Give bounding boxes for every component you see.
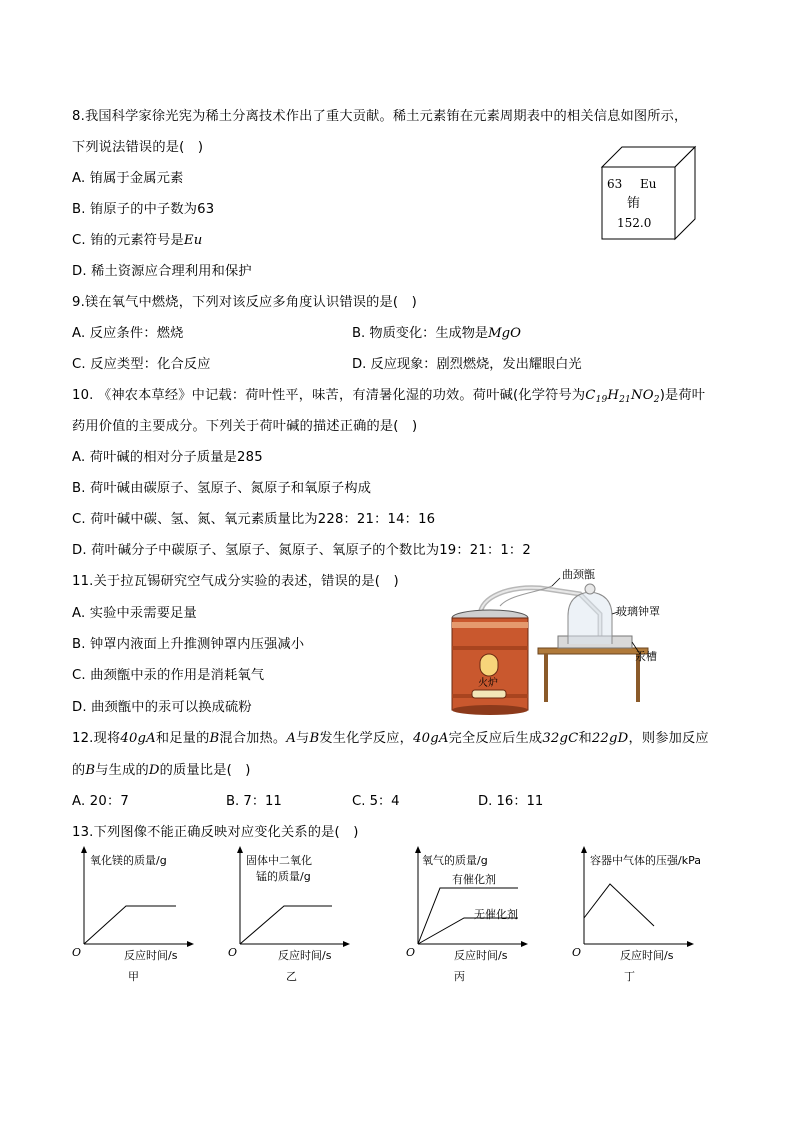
graph-ding bbox=[570, 846, 730, 988]
graph-bing-series-2: 无催化剂 bbox=[474, 908, 518, 921]
graph-yi-caption: 乙 bbox=[286, 970, 297, 983]
graph-ding-caption: 丁 bbox=[624, 970, 635, 983]
furnace-label: 火炉 bbox=[478, 678, 498, 689]
q8-stem-line1: 8.我国科学家徐光宪为稀土分离技术作出了重大贡献。稀土元素铕在元素周期表中的相关信息如图所示， bbox=[72, 109, 688, 124]
q12-option-a: A. 20：7 bbox=[72, 794, 129, 809]
graph-ding-ylabel: 容器中气体的压强/kPa bbox=[590, 854, 701, 867]
element-tile bbox=[598, 143, 700, 243]
graph-yi-origin: O bbox=[228, 946, 238, 959]
graph-jia-xlabel: 反应时间/s bbox=[124, 949, 178, 962]
q11-stem: 11.关于拉瓦锡研究空气成分实验的表述，错误的是( ) bbox=[72, 574, 399, 589]
graph-jia-ylabel: 氧化镁的质量/g bbox=[90, 854, 167, 867]
q12-option-c: C. 5：4 bbox=[352, 794, 400, 809]
graph-ding-origin: O bbox=[572, 946, 582, 959]
graph-yi-ylabel-1: 固体中二氧化 bbox=[246, 854, 312, 867]
q9-option-d: D. 反应现象：剧烈燃烧，发出耀眼白光 bbox=[352, 357, 582, 372]
q10-option-b: B. 荷叶碱由碳原子、氢原子、氮原子和氧原子构成 bbox=[72, 481, 372, 496]
element-name: 铕 bbox=[627, 196, 641, 211]
element-number: 63 bbox=[607, 177, 623, 191]
q9-option-a: A. 反应条件：燃烧 bbox=[72, 326, 184, 341]
q11-option-c: C. 曲颈甑中汞的作用是消耗氧气 bbox=[72, 668, 265, 683]
q8-option-b: B. 铕原子的中子数为63 bbox=[72, 202, 215, 217]
q8-option-c: C. 铕的元素符号是Eu bbox=[72, 233, 203, 248]
q10-option-a: A. 荷叶碱的相对分子质量是285 bbox=[72, 450, 263, 465]
q9-option-b: B. 物质变化：生成物是MgO bbox=[352, 326, 521, 341]
q8-option-a: A. 铕属于金属元素 bbox=[72, 171, 184, 186]
q11-option-a: A. 实验中汞需要足量 bbox=[72, 606, 197, 621]
retort-label: 曲颈甑 bbox=[562, 568, 595, 581]
q8-option-d: D. 稀土资源应合理利用和保护 bbox=[72, 264, 252, 279]
graph-jia-origin: O bbox=[72, 946, 82, 959]
lavoisier-apparatus bbox=[440, 566, 690, 716]
q9-stem: 9.镁在氧气中燃烧，下列对该反应多角度认识错误的是( ) bbox=[72, 295, 417, 310]
q12-option-d: D. 16：11 bbox=[478, 794, 544, 809]
graph-jia bbox=[68, 846, 218, 988]
q13-stem: 13.下列图像不能正确反映对应变化关系的是( ) bbox=[72, 825, 359, 840]
q10-stem-line1: 10. 《神农本草经》中记载：荷叶性平，味苦，有清暑化湿的功效。荷叶碱(化学符号为$C_{19}H_{21}NO_2$)是荷叶 bbox=[72, 388, 706, 405]
graph-bing-origin: O bbox=[406, 946, 416, 959]
graph-bing-series-1: 有催化剂 bbox=[452, 873, 496, 886]
q9-option-c: C. 反应类型：化合反应 bbox=[72, 357, 211, 372]
graph-yi bbox=[226, 846, 376, 988]
q11-option-b: B. 钟罩内液面上升推测钟罩内压强减小 bbox=[72, 637, 305, 652]
graph-bing bbox=[402, 846, 552, 988]
q8-stem-line2: 下列说法错误的是( ) bbox=[72, 140, 204, 155]
q12-stem-line1: 12.现将40gA和足量的B混合加热。A与B发生化学反应，40gA完全反应后生成32gC和22gD，则参加反应 bbox=[72, 731, 709, 746]
graph-jia-caption: 甲 bbox=[128, 970, 139, 983]
q11-option-d: D. 曲颈甑中的汞可以换成硫粉 bbox=[72, 700, 252, 715]
bell-jar-label: 玻璃钟罩 bbox=[616, 605, 660, 618]
q10-option-d: D. 荷叶碱分子中碳原子、氢原子、氮原子、氧原子的个数比为19：21：1：2 bbox=[72, 543, 531, 558]
graph-bing-caption: 丙 bbox=[454, 970, 465, 983]
graph-yi-xlabel: 反应时间/s bbox=[278, 949, 332, 962]
element-symbol: Eu bbox=[640, 177, 657, 191]
q12-stem-line2: 的B与生成的D的质量比是( ) bbox=[72, 763, 251, 778]
graph-bing-ylabel: 氧气的质量/g bbox=[422, 854, 488, 867]
q10-stem-line2: 药用价值的主要成分。下列关于荷叶碱的描述正确的是( ) bbox=[72, 419, 418, 434]
q10-option-c: C. 荷叶碱中碳、氢、氮、氧元素质量比为228：21：14：16 bbox=[72, 512, 436, 527]
q12-option-b: B. 7：11 bbox=[226, 794, 282, 809]
graph-ding-xlabel: 反应时间/s bbox=[620, 949, 674, 962]
trough-label: 汞槽 bbox=[635, 650, 657, 663]
graph-bing-xlabel: 反应时间/s bbox=[454, 949, 508, 962]
element-mass: 152.0 bbox=[617, 216, 652, 230]
graph-yi-ylabel-2: 锰的质量/g bbox=[256, 870, 311, 883]
